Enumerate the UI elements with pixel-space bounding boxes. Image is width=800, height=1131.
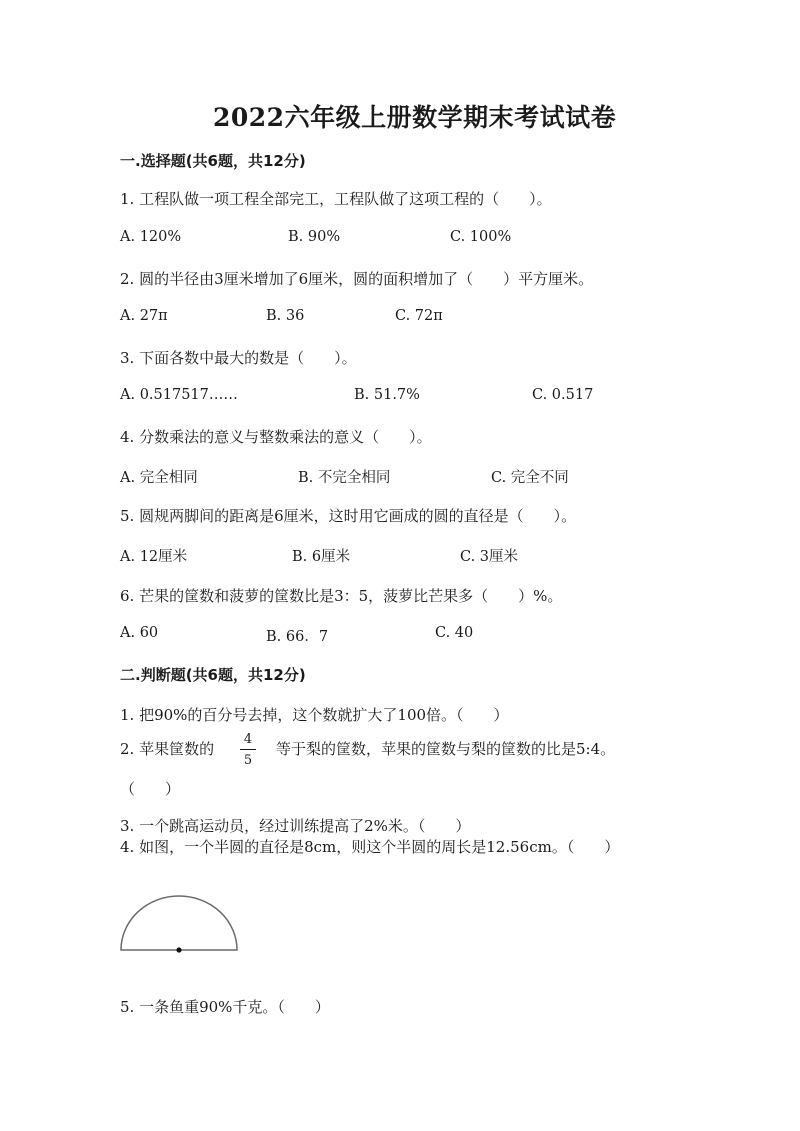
q2-option-b: B. 36 [266,308,305,324]
fraction-numerator: 4 [240,733,256,750]
section-heading-judgement: 二.判断题(共6题，共12分) [120,666,306,684]
judge-question-2-prefix: 2. 苹果筐数的 [120,740,215,758]
q5-option-a: A. 12厘米 [120,549,188,565]
judge-question-3: 3. 一个跳高运动员，经过训练提高了2%米。（ ） [120,817,471,835]
semicircle-outline [121,896,237,950]
question-5: 5. 圆规两脚间的距离是6厘米，这时用它画成的圆的直径是（ ）。 [120,507,577,525]
q4-option-a: A. 完全相同 [120,470,198,486]
judge-question-1: 1. 把90%的百分号去掉，这个数就扩大了100倍。（ ） [120,706,509,724]
q6-option-a: A. 60 [120,625,159,641]
page-title: 2022六年级上册数学期末考试试卷 [213,103,617,132]
question-2: 2. 圆的半径由3厘米增加了6厘米，圆的面积增加了（ ）平方厘米。 [120,270,594,288]
question-3: 3. 下面各数中最大的数是（ ）。 [120,349,357,367]
q1-option-c: C. 100% [450,229,512,245]
question-4: 4. 分数乘法的意义与整数乘法的意义（ ）。 [120,428,432,446]
semicircle-center-dot [176,947,181,952]
q2-option-c: C. 72π [395,308,443,324]
q3-option-c: C. 0.517 [532,387,594,403]
fraction-four-fifths [240,733,256,767]
judge-question-2-blank: （ ） [120,780,181,798]
q2-option-a: A. 27π [120,308,168,324]
question-1: 1. 工程队做一项工程全部完工，工程队做了这项工程的（ ）。 [120,190,552,208]
q6-option-c: C. 40 [435,625,474,641]
q6-option-b: B. 66．7 [266,629,329,645]
semicircle-figure [118,892,240,954]
q3-option-a: A. 0.517517…… [120,387,238,403]
q4-option-b: B. 不完全相同 [298,470,391,486]
q1-option-b: B. 90% [288,229,341,245]
question-6: 6. 芒果的筐数和菠萝的筐数比是3：5，菠萝比芒果多（ ）%。 [120,587,563,605]
q1-option-a: A. 120% [120,229,182,245]
q5-option-b: B. 6厘米 [292,549,351,565]
q4-option-c: C. 完全不同 [491,470,569,486]
fraction-denominator: 5 [243,753,253,768]
section-heading-choice: 一.选择题(共6题，共12分) [120,152,306,170]
judge-question-2-suffix: 等于梨的筐数，苹果的筐数与梨的筐数的比是5:4。 [276,740,616,758]
judge-question-5: 5. 一条鱼重90%千克。（ ） [120,998,330,1016]
q3-option-b: B. 51.7% [354,387,420,403]
judge-question-4: 4. 如图，一个半圆的直径是8cm，则这个半圆的周长是12.56cm。（ ） [120,838,620,856]
q5-option-c: C. 3厘米 [460,549,519,565]
